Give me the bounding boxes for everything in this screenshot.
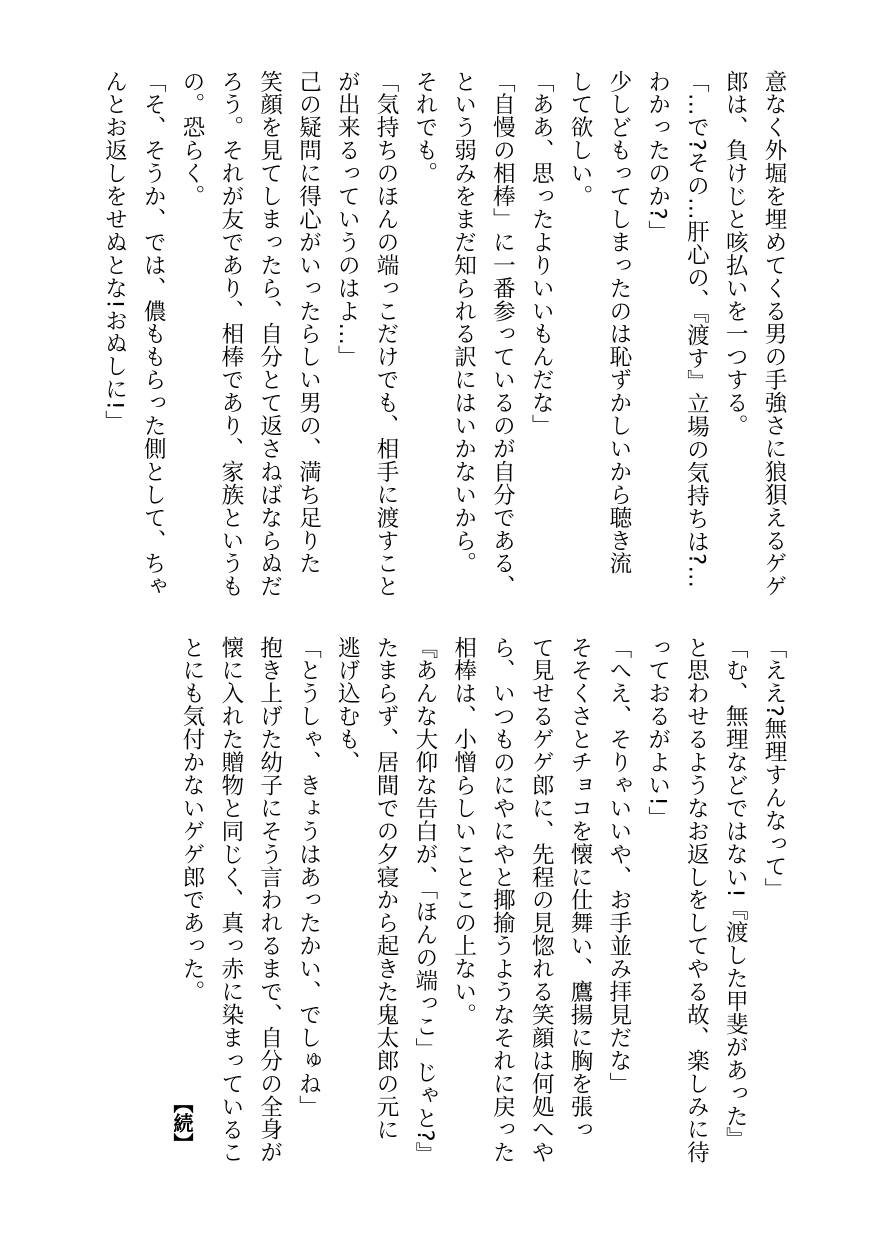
- text-line: 「自慢の相棒」に一番参っているのが自分である、: [489, 70, 516, 598]
- text-line: 「そ、そうか、では、儂ももらった側として、ちゃ: [140, 70, 167, 598]
- text-line: 己の疑問に得心がいったらしい男の、満ち足りた: [295, 70, 322, 575]
- text-line: 「む、無理などではない!『渡した甲斐があった』: [722, 636, 749, 1151]
- text-line: と思わせるようなお返しをしてやる故、楽しみに待: [683, 636, 710, 1164]
- text-line: 笑顔を見てしまったら、自分とて返さねばならぬだ: [256, 70, 283, 598]
- text-line: 「ええ?無理すんなって」: [761, 636, 787, 901]
- text-line: それでも。: [411, 70, 438, 185]
- lower-text-block: [172, 636, 793, 1176]
- text-line: 逃げ込むも、: [334, 636, 361, 774]
- text-line: 「へえ、そりゃいいや、お手並み拝見だな」: [605, 636, 632, 1095]
- text-line: が出来るっていうのはよ…」: [334, 70, 361, 369]
- text-line: 少しどもってしまったのは恥ずかしいから聴き流: [605, 70, 632, 575]
- text-line: ろう。それが友であり、相棒であり、家族というも: [217, 70, 244, 598]
- text-line: 「とうしゃ、きょうはあったかい、でしゅね」: [295, 636, 322, 1118]
- text-line: て見せるゲゲ郎に、先程の見惚れる笑顔は何処へや: [528, 636, 555, 1164]
- text-line: んとお返しをせぬとな!おぬしに!」: [101, 70, 128, 434]
- text-line: して欲しい。: [567, 70, 594, 208]
- text-line: 「ああ、思ったよりいいもんだな」: [528, 70, 555, 438]
- text-line: 相棒は、小憎らしいことこの上ない。: [450, 636, 477, 1027]
- text-line: という弱みをまだ知られる訳にはいかないから。: [450, 70, 477, 575]
- text-line: そそくさとチョコを懐に仕舞い、鷹揚に胸を張っ: [567, 636, 594, 1141]
- text-line: 郎は、負けじと咳払いを一つする。: [722, 70, 749, 438]
- text-line: 「気持ちのほんの端っこだけでも、相手に渡すこと: [373, 70, 400, 598]
- text-line: の。恐らく。: [179, 70, 206, 208]
- text-line: たまらず、居間での夕寝から起きた鬼太郎の元に: [373, 636, 400, 1141]
- text-line: わかったのか?」: [644, 70, 671, 244]
- text-line: っておるがよい!」: [644, 636, 671, 830]
- text-line: とにも気付かないゲゲ郎であった。: [179, 636, 206, 1004]
- text-line: 『あんな大仰な告白が、「ほんの端っこ」じゃと?』: [411, 636, 438, 1165]
- text-line: 意なく外堀を埋めてくる男の手強さに狼狽えるゲゲ: [761, 70, 787, 598]
- text-line: 懐に入れた贈物と同じく、真っ赤に染まっているこ: [217, 636, 244, 1164]
- upper-text-block: [95, 70, 793, 610]
- text-line: 抱き上げた幼子にそう言われるまで、自分の全身が: [256, 636, 283, 1164]
- text-line: ら、いつものにやにやと揶揄うようなそれに戻った: [489, 636, 516, 1164]
- continued-mark: 【続】: [170, 1093, 194, 1153]
- text-line: 「…で?その…肝心の、『渡す』立場の気持ちは?…: [683, 70, 710, 589]
